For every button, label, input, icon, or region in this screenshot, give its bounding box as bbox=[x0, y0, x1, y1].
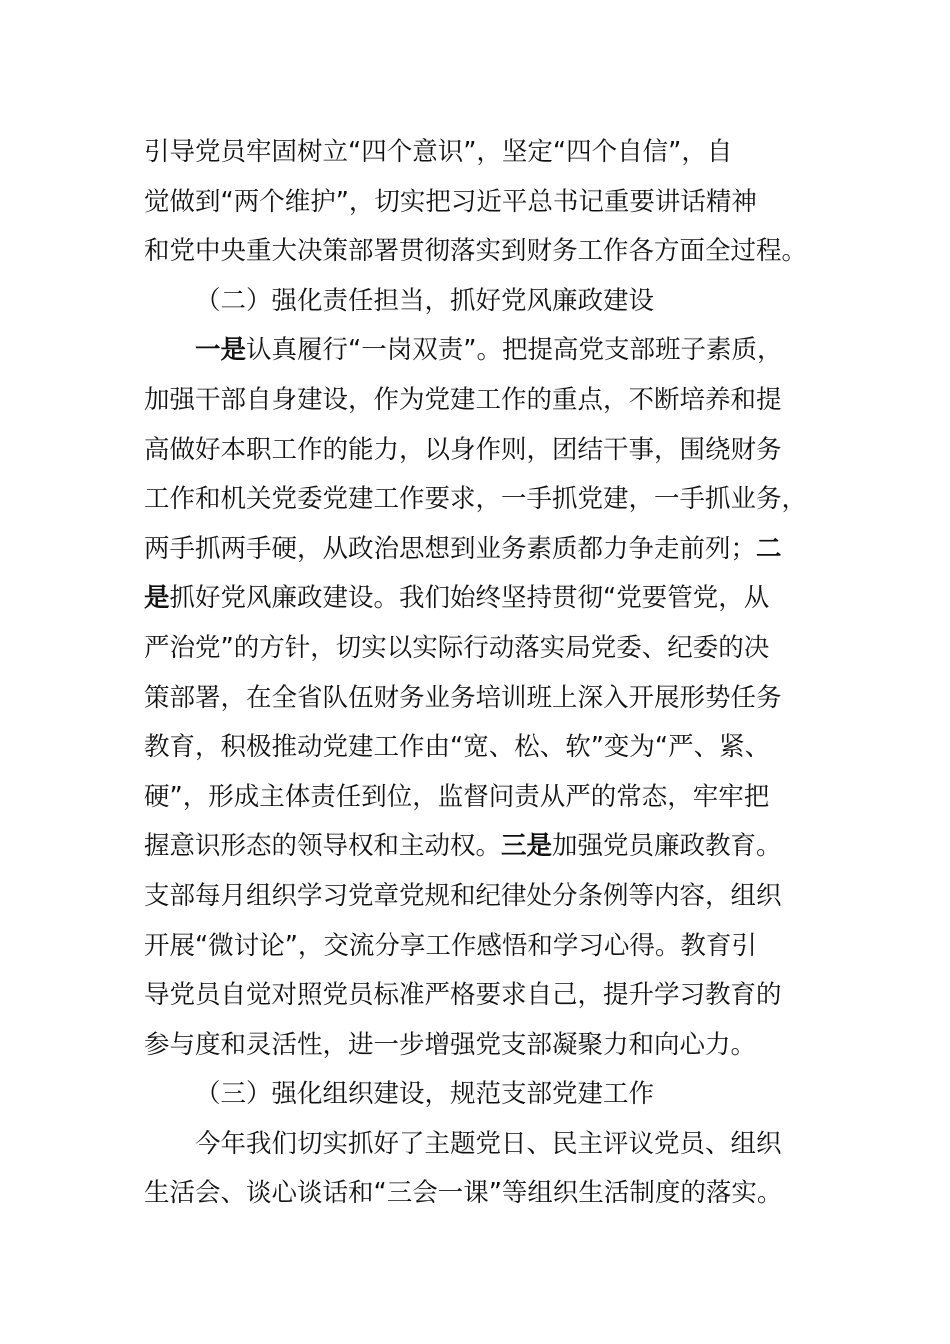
body-text-segment: 握意识形态的领导权和主动权。 bbox=[144, 831, 502, 862]
body-text-line: 教育，积极推动党建工作由“宽、松、软”变为“严、紧、 bbox=[144, 732, 771, 763]
section-heading-2: （二）强化责任担当，抓好党风廉政建设 bbox=[195, 285, 655, 316]
bold-marker-second: 二 bbox=[756, 533, 782, 564]
body-text-line: 加强干部自身建设，作为党建工作的重点，不断培养和提 bbox=[144, 384, 782, 415]
section-heading-3: （三）强化组织建设，规范支部党建工作 bbox=[195, 1079, 655, 1110]
body-text-line: 硬”，形成主体责任到位，监督问责从严的常态，牢牢把 bbox=[144, 781, 770, 812]
body-text-segment: 两手抓两手硬，从政治思想到业务素质都力争走前列； bbox=[144, 533, 757, 564]
body-text-segment: 抓好党风廉政建设。我们始终坚持贯彻“党要管党，从 bbox=[169, 583, 770, 614]
body-text-line bbox=[144, 326, 950, 376]
body-text-line bbox=[144, 574, 950, 624]
body-text-segment: 认真履行“一岗双责”。把提高党支部班子素质， bbox=[246, 335, 783, 366]
bold-marker-first: 一是 bbox=[195, 335, 247, 366]
body-text-line: 高做好本职工作的能力，以身作则，团结干事，围绕财务 bbox=[144, 434, 782, 465]
body-text-line: 策部署，在全省队伍财务业务培训班上深入开展形势任务 bbox=[144, 682, 782, 713]
body-text-line: 生活会、谈心谈话和“三会一课”等组织生活制度的落实。 bbox=[144, 1178, 783, 1209]
body-text-line: 支部每月组织学习党章党规和纪律处分条例等内容，组织 bbox=[144, 880, 782, 911]
body-text-line: 引导党员牢固树立“四个意识”，坚定“四个自信”，自 bbox=[144, 137, 733, 167]
body-text-line: 今年我们切实抓好了主题党日、民主评议党员、组织 bbox=[195, 1128, 782, 1159]
body-text-line bbox=[144, 822, 950, 872]
body-text-line: 导党员自觉对照党员标准严格要求自己，提升学习教育的 bbox=[144, 980, 782, 1011]
body-text-line: 和党中央重大决策部署贯彻落实到财务工作各方面全过程。 bbox=[144, 236, 808, 267]
bold-marker-second-cont: 是 bbox=[144, 583, 170, 614]
body-text-line: 严治党”的方针，切实以实际行动落实局党委、纪委的决 bbox=[144, 632, 770, 663]
body-text-line: 工作和机关党委党建工作要求，一手抓党建，一手抓业务， bbox=[144, 484, 808, 515]
body-text-line: 参与度和灵活性，进一步增强党支部凝聚力和向心力。 bbox=[144, 1029, 757, 1060]
body-text-line: 开展“微讨论”，交流分享工作感悟和学习心得。教育引 bbox=[144, 930, 757, 961]
body-text-line: 觉做到“两个维护”，切实把习近平总书记重要讲话精神 bbox=[144, 186, 757, 217]
bold-marker-third: 三是 bbox=[501, 831, 553, 862]
body-text-line bbox=[144, 525, 950, 575]
body-text-segment: 加强党员廉政教育。 bbox=[552, 831, 782, 862]
